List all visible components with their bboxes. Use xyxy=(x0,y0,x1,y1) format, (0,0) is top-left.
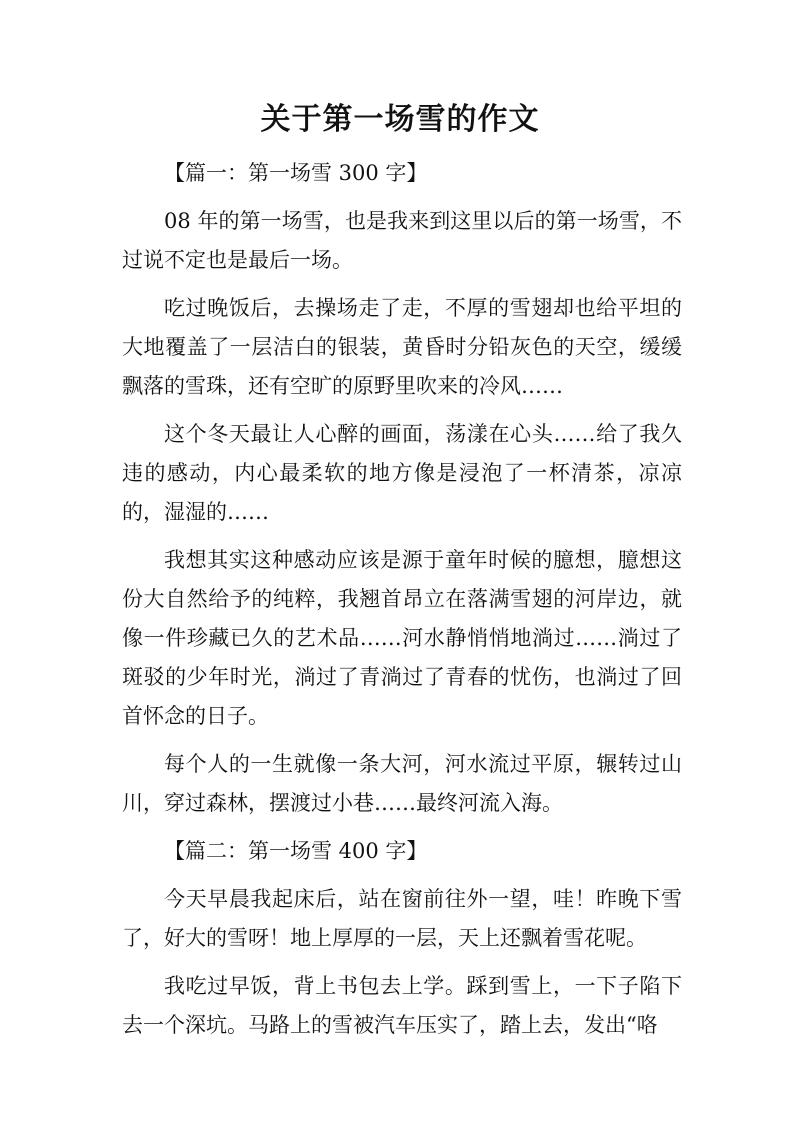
paragraph: 我吃过早饭，背上书包去上学。踩到雪上，一下子陷下去一个深坑。马路上的雪被汽车压实了，踏上去，发出“咯 xyxy=(122,974,682,1037)
section-heading: 【篇二：第一场雪 400 字】 xyxy=(164,839,428,863)
paragraph: 08 年的第一场雪，也是我来到这里以后的第一场雪，不过说不定也是最后一场。 xyxy=(122,209,682,272)
paragraph: 我想其实这种感动应该是源于童年时候的臆想，臆想这份大自然给予的纯粹，我翘首昂立在落满雪翅的河岸边，就像一件珍藏已久的艺术品……河水静悄悄地淌过……淌过了斑驳的少年时光，淌过了青淌过了青春的忧伤，也淌过了回首怀念的日子。 xyxy=(122,548,682,728)
paragraph: 今天早晨我起床后，站在窗前往外一望，哇！昨晚下雪了，好大的雪呀！地上厚厚的一层，天上还飘着雪花呢。 xyxy=(122,887,682,950)
paragraph: 吃过晚饭后，去操场走了走，不厚的雪翅却也给平坦的大地覆盖了一层洁白的银装，黄昏时分铅灰色的天空，缓缓飘落的雪珠，还有空旷的原野里吹来的冷风…… xyxy=(122,296,682,398)
paragraph: 这个冬天最让人心醉的画面，荡漾在心头……给了我久违的感动，内心最柔软的地方像是浸泡了一杯清茶，凉凉的，湿湿的…… xyxy=(122,422,682,524)
section-heading: 【篇一：第一场雪 300 字】 xyxy=(164,161,428,185)
document-title: 关于第一场雪的作文 xyxy=(260,102,540,137)
paragraph: 每个人的一生就像一条大河，河水流过平原，辗转过山川，穿过森林，摆渡过小巷……最终河流入海。 xyxy=(122,752,682,815)
document-body xyxy=(122,154,682,1054)
